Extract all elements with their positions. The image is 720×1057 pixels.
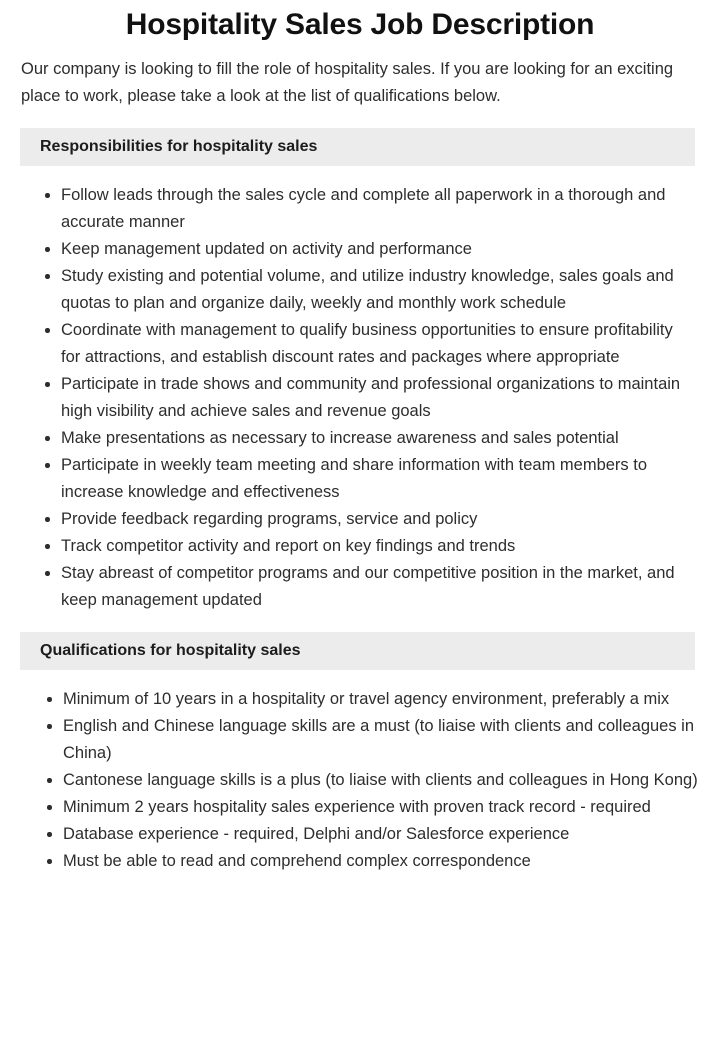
list-item: English and Chinese language skills are a must (to liaise with clients and colleagues in China)	[47, 713, 698, 767]
qualifications-heading-label: Qualifications for hospitality sales	[40, 642, 301, 659]
qualifications-list	[0, 686, 720, 875]
list-item: Provide feedback regarding programs, service and policy	[45, 506, 690, 533]
qualifications-header	[20, 632, 695, 670]
responsibilities-section	[0, 128, 720, 614]
list-item: Minimum 2 years hospitality sales experience with proven track record - required	[47, 794, 698, 821]
responsibilities-list	[0, 182, 720, 614]
responsibilities-header	[20, 128, 695, 166]
list-item: Participate in weekly team meeting and share information with team members to increase knowledge and effectiveness	[45, 452, 690, 506]
qualifications-section	[0, 632, 720, 875]
list-item: Follow leads through the sales cycle and complete all paperwork in a thorough and accurate manner	[45, 182, 690, 236]
list-item: Track competitor activity and report on key findings and trends	[45, 533, 690, 560]
intro-paragraph: Our company is looking to fill the role of hospitality sales. If you are looking for an exciting place to work, please take a look at the list of qualifications below.	[21, 60, 674, 105]
responsibilities-heading-label: Responsibilities for hospitality sales	[40, 138, 318, 155]
list-item: Must be able to read and comprehend complex correspondence	[47, 848, 698, 875]
list-item: Minimum of 10 years in a hospitality or travel agency environment, preferably a mix	[47, 686, 698, 713]
list-item: Study existing and potential volume, and utilize industry knowledge, sales goals and quotas to plan and organize daily, weekly and monthly work schedule	[45, 263, 690, 317]
list-item: Participate in trade shows and community and professional organizations to maintain high visibility and achieve sales and revenue goals	[45, 371, 690, 425]
list-item: Coordinate with management to qualify business opportunities to ensure profitability for attractions, and establish discount rates and packages where appropriate	[45, 317, 690, 371]
list-item: Stay abreast of competitor programs and our competitive position in the market, and keep management updated	[45, 560, 690, 614]
list-item: Keep management updated on activity and performance	[45, 236, 690, 263]
list-item: Make presentations as necessary to increase awareness and sales potential	[45, 425, 690, 452]
page-title: Hospitality Sales Job Description	[125, 8, 595, 41]
list-item: Database experience - required, Delphi and/or Salesforce experience	[47, 821, 698, 848]
list-item: Cantonese language skills is a plus (to liaise with clients and colleagues in Hong Kong)	[47, 767, 698, 794]
